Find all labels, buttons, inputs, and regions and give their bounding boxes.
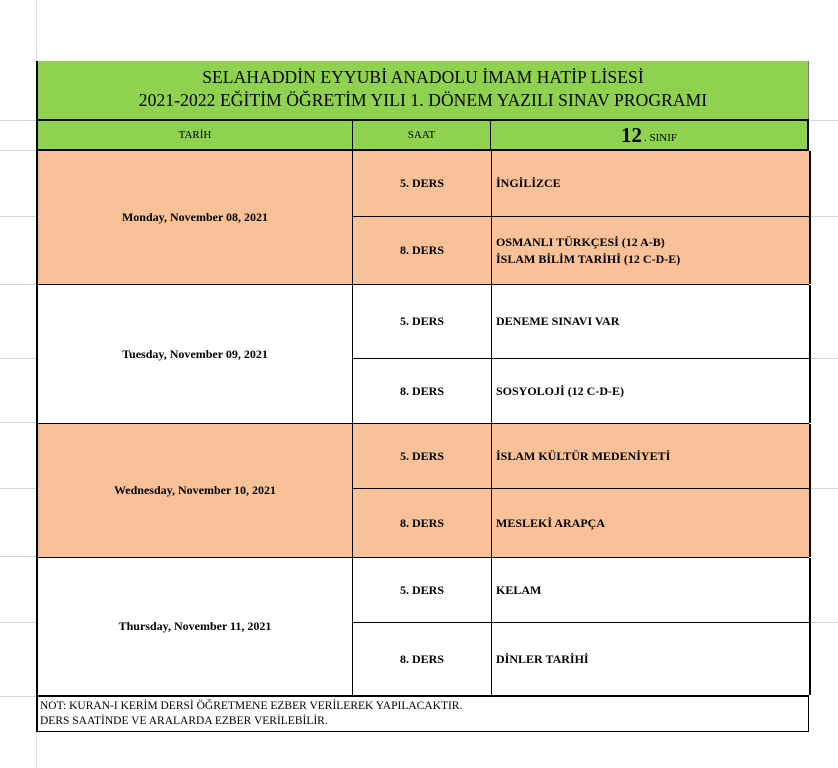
day-row: [36, 558, 809, 696]
header-date: TARİH: [36, 119, 353, 151]
sheet-gridline: [0, 216, 36, 217]
sheet-gridline: [810, 622, 838, 623]
sheet-gridline: [0, 284, 36, 285]
date-cell: Tuesday, November 09, 2021: [38, 285, 353, 423]
footnote: [36, 696, 809, 732]
period-cell: 5. DERS: [353, 558, 492, 622]
header-time: SAAT: [353, 119, 491, 151]
subject-line: İNGİLİZCE: [496, 176, 561, 190]
period-cell: 8. DERS: [353, 489, 492, 557]
sheet-gridline: [810, 488, 838, 489]
exam-slot: [353, 424, 811, 489]
footnote-line: DERS SAATİNDE VE ARALARDA EZBER VERİLEBİLİR.: [40, 715, 328, 727]
footnote-line: NOT: KURAN-I KERİM DERSİ ÖĞRETMENE EZBER VERİLEREK YAPILACAKTIR.: [40, 700, 463, 712]
period-cell: 5. DERS: [353, 424, 492, 488]
subject-line: KELAM: [496, 582, 542, 597]
schedule-title: [36, 61, 809, 119]
sheet-gridline: [810, 358, 838, 359]
sheet-gridline: [810, 216, 838, 217]
exam-slot: [353, 151, 811, 217]
subject-cell: [492, 217, 809, 284]
period-cell: 8. DERS: [353, 217, 492, 284]
period-cell: 5. DERS: [353, 151, 492, 216]
date-cell: Wednesday, November 10, 2021: [38, 424, 353, 557]
subject-line: İSLAM KÜLTÜR MEDENİYETİ: [496, 448, 671, 463]
subject-cell: [492, 558, 809, 622]
subject-line: MESLEKİ ARAPÇA: [496, 515, 606, 530]
period-cell: 5. DERS: [353, 285, 492, 358]
subject-line: SOSYOLOJİ (12 C-D-E): [496, 383, 625, 398]
subject-cell: [492, 623, 809, 695]
period-cell: 8. DERS: [353, 359, 492, 423]
subject-line: OSMANLI TÜRKÇESİ (12 A-B): [496, 234, 665, 249]
sheet-gridline: [0, 358, 36, 359]
header-grade: [491, 119, 809, 151]
subject-cell: [492, 285, 809, 358]
subject-cell: [492, 424, 809, 488]
exam-slot: [353, 489, 811, 557]
sheet-gridline: [0, 422, 36, 423]
date-cell: Monday, November 08, 2021: [38, 151, 353, 284]
exam-slot: [353, 558, 811, 623]
exam-slot: [353, 623, 811, 695]
period-cell: 8. DERS: [353, 623, 492, 695]
grade-number: 12: [620, 122, 642, 147]
sheet-gridline: [0, 488, 36, 489]
sheet-gridline: [0, 622, 36, 623]
grade-suffix: . SINIF: [643, 132, 677, 144]
schedule-subtitle: 2021-2022 EĞİTİM ÖĞRETİM YILI 1. DÖNEM YAZILI SINAV PROGRAMI: [138, 90, 708, 110]
exam-slot: [353, 217, 811, 284]
date-cell: Thursday, November 11, 2021: [38, 558, 353, 695]
day-row: [36, 151, 809, 285]
school-name: SELAHADDİN EYYUBİ ANADOLU İMAM HATİP LİSESİ: [202, 67, 644, 87]
subject-line: İSLAM BİLİM TARİHİ (12 C-D-E): [496, 251, 681, 266]
sheet-gridline: [0, 556, 36, 557]
sheet-gridline: [0, 696, 36, 697]
sheet-gridline: [0, 120, 36, 121]
subject-line: DENEME SINAVI VAR: [496, 314, 620, 328]
subject-cell: [492, 359, 809, 423]
day-row: [36, 424, 809, 558]
exam-slot: [353, 285, 811, 359]
subject-cell: [492, 489, 809, 557]
sheet-gridline: [0, 150, 36, 151]
subject-line: DİNLER TARİHİ: [496, 651, 589, 666]
subject-cell: [492, 151, 809, 216]
day-row: [36, 285, 809, 424]
exam-slot: [353, 359, 811, 423]
sheet-gridline: [810, 120, 838, 121]
